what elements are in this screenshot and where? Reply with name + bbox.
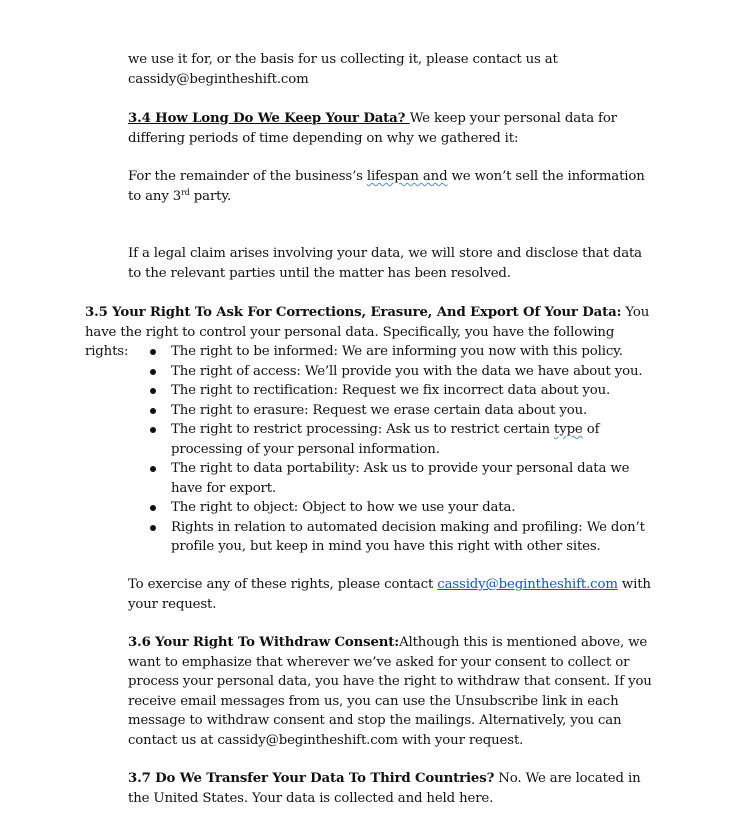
right-text: The right of access: We’ll provide you with the data we have about you. xyxy=(171,363,643,379)
exercise-rights-paragraph xyxy=(128,575,653,614)
right-text: The right to object: Object to how we use your data. xyxy=(171,500,516,515)
ordinal-superscript: rd xyxy=(181,187,190,197)
section-3-7-heading: 3.7 Do We Transfer Your Data To Third Countries? xyxy=(128,771,495,786)
bullet-icon xyxy=(150,349,156,355)
section-3-4-heading: 3.4 How Long Do We Keep Your Data? xyxy=(128,111,410,126)
section-3-7-paragraph xyxy=(128,769,653,808)
rights-list xyxy=(150,342,650,557)
section-3-6-paragraph xyxy=(128,633,653,750)
list-item xyxy=(150,362,650,382)
bullet-icon xyxy=(150,466,156,472)
intro-line: we use it for, or the basis for us collecting it, please contact us at xyxy=(128,52,558,67)
list-item xyxy=(150,498,650,518)
bullet-icon xyxy=(150,427,156,433)
right-text: The right to restrict processing: Ask us to restrict certain xyxy=(171,422,555,437)
bullet-icon xyxy=(150,369,156,375)
section-3-4-paragraph xyxy=(128,109,653,148)
retention-paragraph xyxy=(128,167,653,206)
section-3-6-body: Although this is mentioned above, we want to emphasize that wherever we’ve asked for your consent to collect or process your personal data, you have the right to withdraw that consent. If you receive email messages from us, you can use the Unsubscribe link in each message to withdraw consent and stop the mailings. Alternatively, you can contact us at cassidy@begintheshift.com with your request. xyxy=(128,635,652,748)
list-item xyxy=(150,518,650,557)
list-item xyxy=(150,381,650,401)
retention-text: we won’t sell the information to any 3 xyxy=(128,169,645,204)
spellcheck-flagged-text[interactable]: type xyxy=(554,422,583,437)
right-text: Rights in relation to automated decision making and profiling: We don’t profile you, but keep in mind you have this right with other sites. xyxy=(171,519,645,554)
retention-text: party. xyxy=(189,188,232,204)
section-3-4-body: We keep your personal data for differing periods of time depending on why we gathered it: xyxy=(128,111,617,146)
right-text: The right to be informed: We are informing you now with this policy. xyxy=(171,344,623,359)
section-3-6-heading: 3.6 Your Right To Withdraw Consent: xyxy=(128,635,400,650)
intro-paragraph xyxy=(128,50,653,89)
section-3-5-body: You have the right to control your personal data. Specifically, you have the following rights: xyxy=(85,305,650,359)
right-text: The right to data portability: Ask us to provide your personal data we have for export. xyxy=(171,461,630,496)
intro-email: cassidy@begintheshift.com xyxy=(128,71,309,87)
right-text: The right to rectification: Request we fix incorrect data about you. xyxy=(171,383,611,398)
right-text: of processing of your personal information. xyxy=(171,422,600,457)
bullet-icon xyxy=(150,408,156,414)
list-item xyxy=(150,420,650,459)
bullet-icon xyxy=(150,505,156,511)
list-item xyxy=(150,401,650,421)
section-3-5-heading: 3.5 Your Right To Ask For Corrections, Erasure, And Export Of Your Data: xyxy=(85,305,622,320)
contact-email-link[interactable]: cassidy@begintheshift.com xyxy=(437,577,618,592)
section-3-7-body: No. We are located in the United States. Your data is collected and held here. xyxy=(128,771,641,806)
list-item xyxy=(150,342,650,362)
exercise-text: with your request. xyxy=(128,577,651,612)
bullet-icon xyxy=(150,388,156,394)
right-text: The right to erasure: Request we erase certain data about you. xyxy=(171,402,588,418)
list-item xyxy=(150,459,650,498)
retention-text: For the remainder of the business’s xyxy=(128,169,367,184)
exercise-text: To exercise any of these rights, please contact xyxy=(128,577,438,592)
spellcheck-flagged-text[interactable]: lifespan and xyxy=(366,169,448,184)
bullet-icon xyxy=(150,525,156,531)
legal-claim-paragraph: If a legal claim arises involving your data, we will store and disclose that data to the relevant parties until the matter has been resolved. xyxy=(128,246,642,281)
